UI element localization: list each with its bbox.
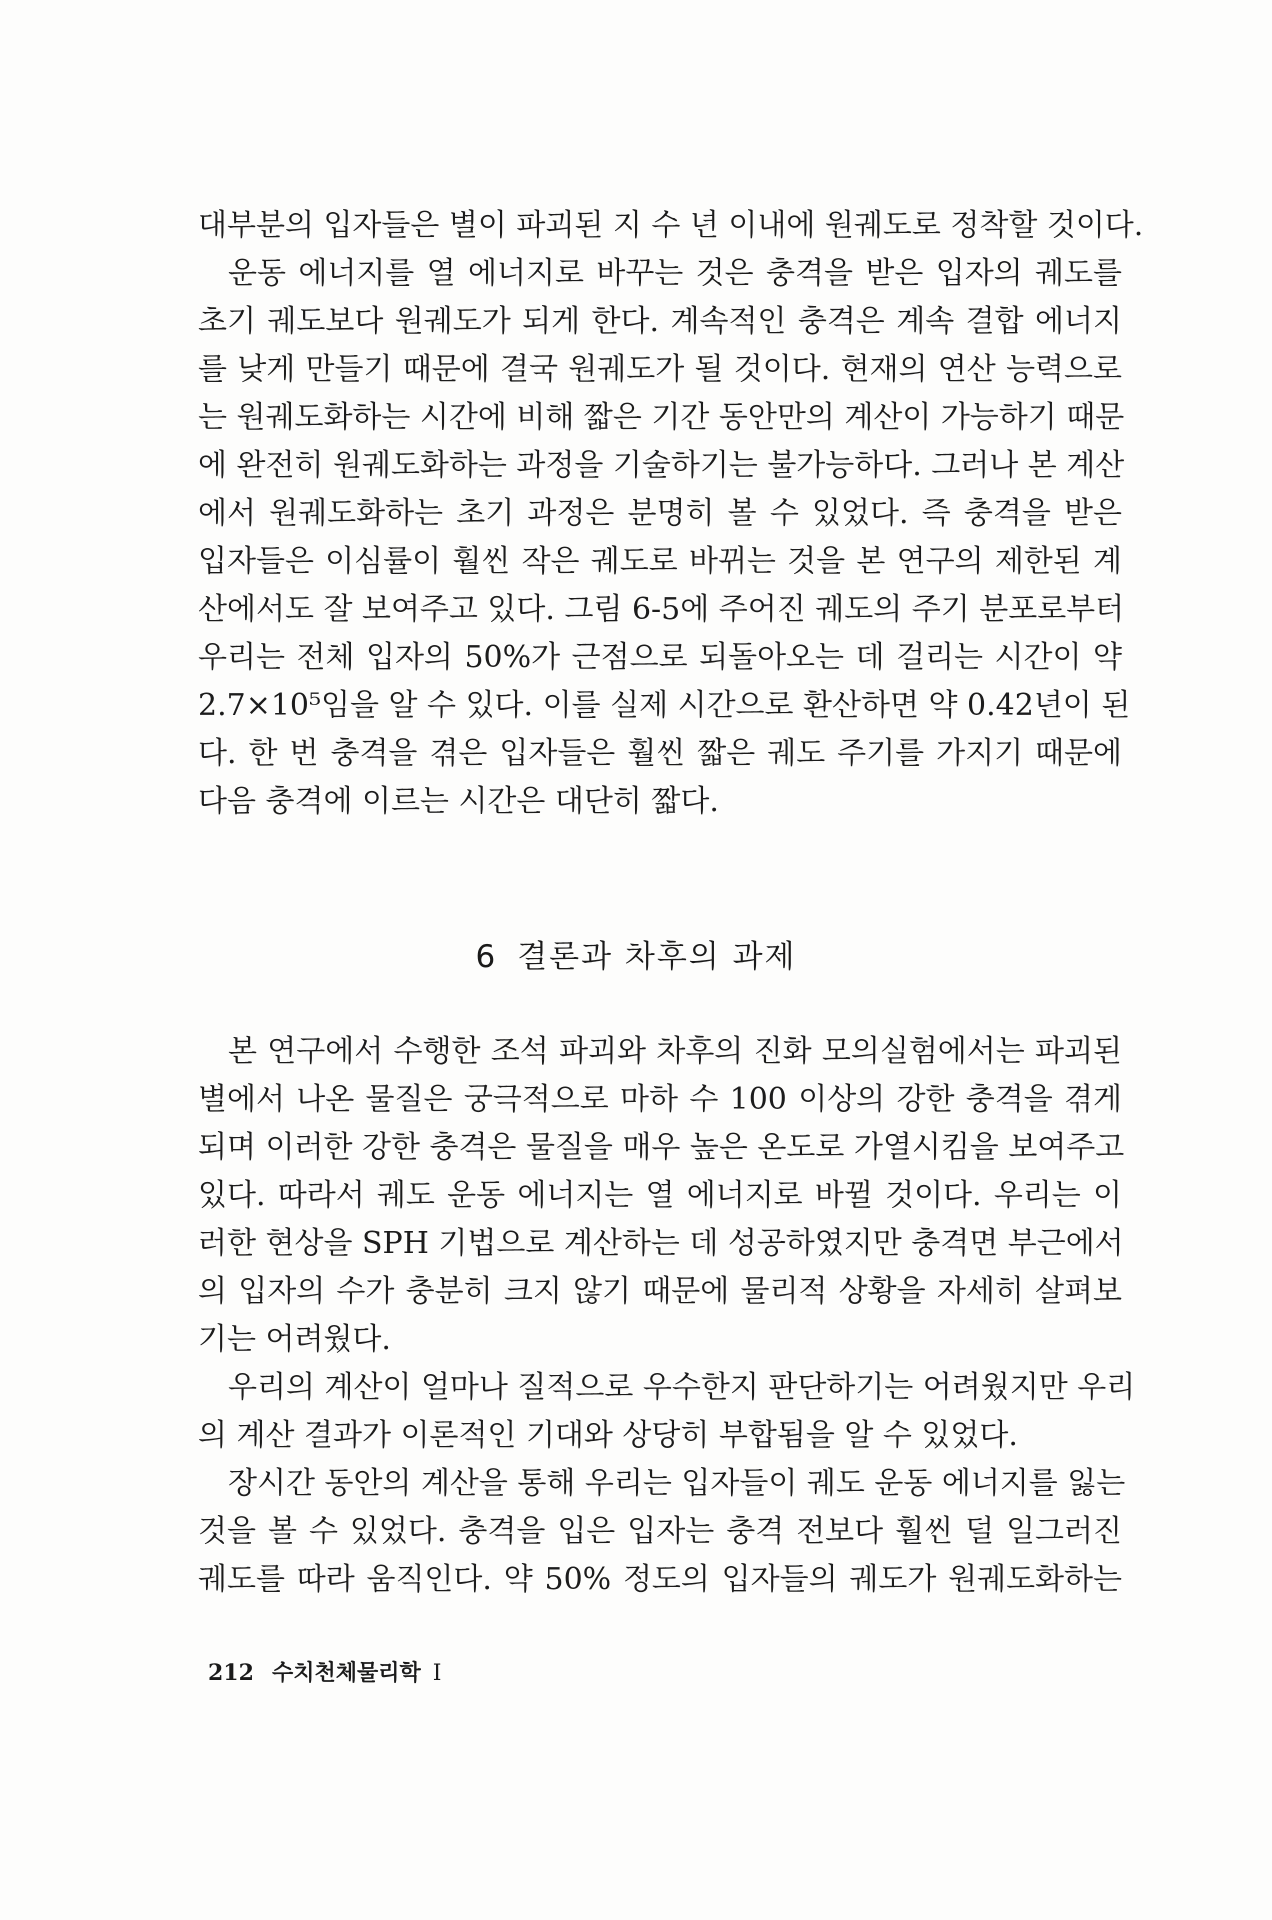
text-line: 산에서도 잘 보여주고 있다. 그림 6-5에 주어진 궤도의 주기 분포로부터	[198, 592, 1125, 627]
text-line: 장시간 동안의 계산을 통해 우리는 입자들이 궤도 운동 에너지를 잃는	[228, 1466, 1126, 1501]
book-title: 수치천체물리학	[271, 1660, 421, 1686]
section-heading	[0, 935, 1272, 979]
volume-number: I	[432, 1661, 442, 1686]
text-line: 운동 에너지를 열 에너지로 바꾸는 것은 충격을 받은 입자의 궤도를	[228, 256, 1122, 291]
text-line: 우리의 계산이 얼마나 질적으로 우수한지 판단하기는 어려웠지만 우리	[228, 1370, 1136, 1405]
text-line: 대부분의 입자들은 별이 파괴된 지 수 년 이내에 원궤도로 정착할 것이다.	[198, 208, 1144, 243]
text-line: 입자들은 이심률이 훨씬 작은 궤도로 바뀌는 것을 본 연구의 제한된 계	[198, 544, 1122, 579]
text-line: 는 원궤도화하는 시간에 비해 짧은 기간 동안만의 계산이 가능하기 때문	[198, 400, 1125, 435]
page-footer	[208, 1658, 441, 1689]
paragraph-block-1	[198, 202, 1144, 826]
text-line: 것을 볼 수 있었다. 충격을 입은 입자는 충격 전보다 훨씬 덜 일그러진	[198, 1514, 1122, 1549]
text-line: 를 낮게 만들기 때문에 결국 원궤도가 될 것이다. 현재의 연산 능력으로	[198, 352, 1122, 387]
text-line: 별에서 나온 물질은 궁극적으로 마하 수 100 이상의 강한 충격을 겪게	[198, 1082, 1122, 1117]
text-line: 우리는 전체 입자의 50%가 근점으로 되돌아오는 데 걸리는 시간이 약	[198, 640, 1122, 675]
section-title: 결론과 차후의 과제	[517, 939, 797, 975]
text-line: 의 입자의 수가 충분히 크지 않기 때문에 물리적 상황을 자세히 살펴보	[198, 1274, 1122, 1309]
page-number: 212	[208, 1660, 254, 1686]
text-line: 2.7×10⁵임을 알 수 있다. 이를 실제 시간으로 환산하면 약 0.42년이 된	[198, 688, 1131, 723]
text-line: 러한 현상을 SPH 기법으로 계산하는 데 성공하였지만 충격면 부근에서	[198, 1226, 1124, 1261]
text-line: 있다. 따라서 궤도 운동 에너지는 열 에너지로 바뀔 것이다. 우리는 이	[198, 1178, 1122, 1213]
text-line: 에 완전히 원궤도화하는 과정을 기술하기는 불가능하다. 그러나 본 계산	[198, 448, 1125, 483]
text-line: 다. 한 번 충격을 겪은 입자들은 훨씬 짧은 궤도 주기를 가지기 때문에	[198, 736, 1122, 771]
text-line: 의 계산 결과가 이론적인 기대와 상당히 부합됨을 알 수 있었다.	[198, 1418, 1018, 1453]
text-line: 에서 원궤도화하는 초기 과정은 분명히 볼 수 있었다. 즉 충격을 받은	[198, 496, 1122, 531]
text-line: 본 연구에서 수행한 조석 파괴와 차후의 진화 모의실험에서는 파괴된	[228, 1034, 1122, 1069]
text-line: 초기 궤도보다 원궤도가 되게 한다. 계속적인 충격은 계속 결합 에너지	[198, 304, 1122, 339]
text-line: 궤도를 따라 움직인다. 약 50% 정도의 입자들의 궤도가 원궤도화하는	[198, 1562, 1122, 1597]
section-number: 6	[475, 939, 498, 975]
text-line: 다음 충격에 이르는 시간은 대단히 짧다.	[198, 784, 719, 819]
text-line: 기는 어려웠다.	[198, 1322, 391, 1357]
text-line: 되며 이러한 강한 충격은 물질을 매우 높은 온도로 가열시킴을 보여주고	[198, 1130, 1125, 1165]
paragraph-block-2	[198, 1028, 1136, 1604]
